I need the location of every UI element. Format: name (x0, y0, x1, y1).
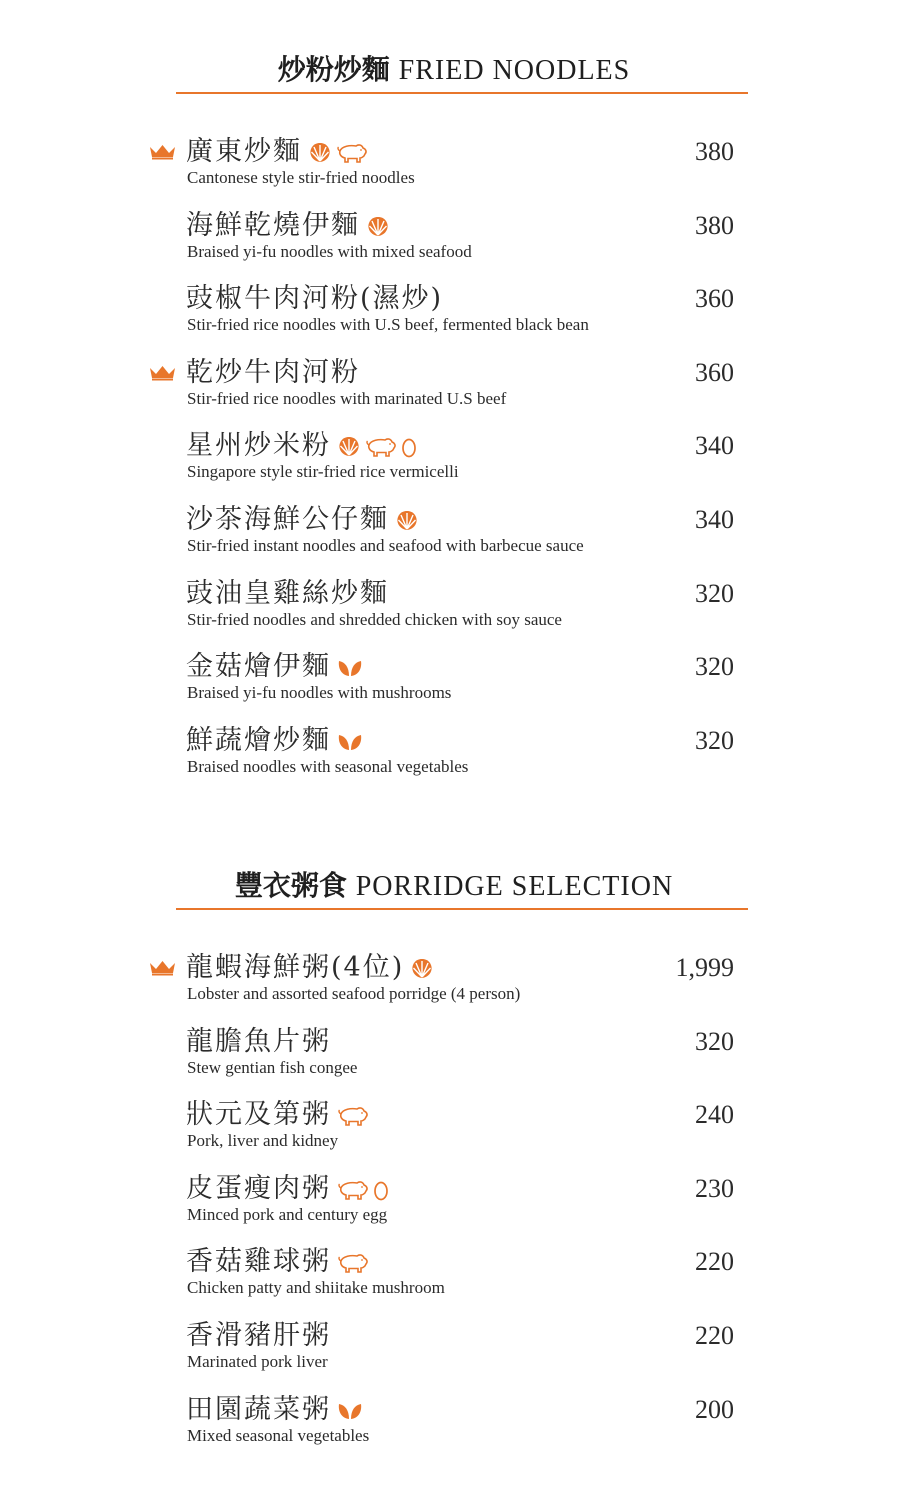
dish-name-en: Chicken patty and shiitake mushroom (187, 1278, 445, 1298)
menu-item (0, 1246, 908, 1316)
pork-icon (337, 1100, 373, 1131)
shellfish-icon (410, 953, 438, 984)
dish-name-en: Singapore style stir-fried rice vermicelli (187, 462, 459, 482)
dish-name-zh (186, 504, 423, 537)
section-title (0, 864, 908, 904)
dish-name-zh (186, 430, 421, 463)
section-title (0, 48, 908, 88)
dish-price: 1,999 (675, 953, 734, 982)
pork-icon (336, 137, 372, 168)
menu-item (0, 1394, 908, 1464)
dish-name-zh-text: 廣東炒麵 (186, 136, 302, 167)
dietary-icons (337, 1247, 373, 1279)
dish-name-zh (186, 136, 372, 169)
dietary-icons (337, 431, 421, 463)
dietary-icons (337, 725, 367, 757)
dietary-icons (410, 953, 438, 985)
dietary-icons (337, 1173, 393, 1205)
dish-name-zh (186, 283, 443, 315)
dish-name-zh-text: 狀元及第粥 (186, 1099, 331, 1131)
pork-icon (337, 1247, 373, 1278)
section-title-en: PORRIDGE SELECTION (355, 871, 674, 902)
dish-name-en: Stir-fried rice noodles with marinated U.S beef (187, 388, 507, 408)
menu-item (0, 136, 908, 206)
vegetarian-icon (337, 725, 367, 756)
dish-price: 230 (695, 1173, 734, 1203)
dish-name-zh (186, 1320, 331, 1352)
egg-icon (401, 431, 421, 462)
menu-item (0, 725, 908, 795)
dish-name-en: Braised noodles with seasonal vegetables (187, 756, 469, 776)
dish-name-en: Cantonese style stir-fried noodles (187, 168, 415, 187)
dish-name-en: Stir-fried noodles and shredded chicken with soy sauce (187, 609, 562, 629)
dish-name-en: Braised yi-fu noodles with mushrooms (187, 683, 452, 703)
dietary-icons (366, 210, 394, 242)
dish-price: 380 (695, 210, 734, 240)
menu-item (0, 1026, 908, 1096)
dish-name-zh-text: 田園蔬菜粥 (186, 1393, 331, 1425)
shellfish-icon (395, 505, 423, 536)
dish-name-en: Stew gentian fish congee (187, 1057, 358, 1077)
crown-icon (149, 144, 176, 160)
dish-name-en: Pork, liver and kidney (187, 1131, 339, 1151)
dish-price: 200 (695, 1394, 734, 1424)
menu-item (0, 283, 908, 353)
dish-name-zh (186, 1173, 393, 1206)
dish-name-zh-text: 乾炒牛肉河粉 (186, 356, 360, 388)
menu-item (0, 430, 908, 500)
vegetarian-icon (337, 652, 367, 683)
dish-name-zh (186, 1026, 331, 1058)
dish-name-zh (186, 725, 367, 758)
shellfish-icon (337, 431, 365, 462)
section-divider (176, 908, 748, 910)
dish-name-en: Stir-fried rice noodles with U.S beef, fermented black bean (187, 315, 589, 335)
dish-price: 320 (695, 1026, 734, 1056)
dish-price: 320 (695, 578, 734, 608)
dish-name-en: Stir-fried instant noodles and seafood with barbecue sauce (187, 536, 584, 555)
dish-price: 380 (695, 137, 734, 166)
crown-icon (149, 365, 176, 381)
dietary-icons (395, 505, 423, 537)
menu-item (0, 1173, 908, 1243)
section-title-zh: 豐衣粥食 (234, 869, 347, 902)
dish-name-zh (186, 357, 360, 389)
dish-name-zh-text: 星州炒米粉 (186, 430, 331, 462)
menu-item (0, 952, 908, 1022)
dish-name-zh (186, 651, 367, 684)
dietary-icons (337, 652, 367, 684)
dish-name-zh-text: 豉椒牛肉河粉(濕炒) (186, 283, 444, 315)
dish-price: 340 (695, 431, 734, 461)
dish-name-en: Lobster and assorted seafood porridge (4 person) (187, 984, 521, 1003)
menu-item (0, 1099, 908, 1169)
dish-name-zh-text: 鮮蔬燴炒麵 (186, 724, 331, 756)
dish-name-zh-text: 海鮮乾燒伊麵 (186, 209, 360, 241)
egg-icon (373, 1173, 393, 1204)
crown-icon (149, 960, 176, 976)
dish-price: 220 (695, 1321, 734, 1350)
dish-name-zh-text: 皮蛋瘦肉粥 (186, 1172, 331, 1204)
dish-name-zh-text: 龍蝦海鮮粥(4位) (186, 952, 405, 983)
dish-name-zh-text: 豉油皇雞絲炒麵 (186, 577, 389, 609)
dietary-icons (337, 1394, 367, 1426)
pork-icon (365, 431, 401, 462)
dish-name-zh-text: 金菇燴伊麵 (186, 651, 331, 683)
shellfish-icon (366, 210, 394, 241)
dish-name-zh (186, 1246, 373, 1279)
dish-price: 340 (695, 505, 734, 534)
dish-price: 320 (695, 725, 734, 755)
menu-item (0, 357, 908, 427)
vegetarian-icon (337, 1394, 367, 1425)
dish-price: 240 (695, 1100, 734, 1130)
dish-name-en: Braised yi-fu noodles with mixed seafood (187, 241, 472, 261)
shellfish-icon (308, 137, 336, 168)
dish-name-zh-text: 沙茶海鮮公仔麵 (186, 504, 389, 535)
menu-item (0, 504, 908, 574)
dish-name-zh-text: 香滑豬肝粥 (186, 1320, 331, 1351)
dish-name-en: Minced pork and century egg (187, 1204, 388, 1224)
dish-name-zh-text: 龍膽魚片粥 (186, 1025, 331, 1057)
dish-name-zh (186, 1394, 367, 1427)
dish-price: 360 (695, 357, 734, 387)
dish-price: 320 (695, 652, 734, 682)
pork-icon (337, 1173, 373, 1204)
dish-name-en: Mixed seasonal vegetables (187, 1425, 370, 1445)
section-title-zh: 炒粉炒麵 (277, 53, 390, 86)
dietary-icons (308, 137, 372, 169)
dish-name-zh (186, 1099, 373, 1132)
dish-name-zh (186, 210, 394, 243)
dish-name-zh (186, 578, 389, 610)
dish-name-zh (186, 952, 438, 985)
menu-item (0, 1320, 908, 1390)
dish-price: 360 (695, 284, 734, 314)
dietary-icons (337, 1100, 373, 1132)
section-title-en: FRIED NOODLES (398, 55, 631, 86)
section-divider (176, 92, 748, 94)
dish-name-zh-text: 香菇雞球粥 (186, 1246, 331, 1278)
dish-price: 220 (695, 1247, 734, 1277)
menu-item (0, 210, 908, 280)
menu-item (0, 651, 908, 721)
dish-name-en: Marinated pork liver (187, 1352, 328, 1371)
menu-item (0, 578, 908, 648)
